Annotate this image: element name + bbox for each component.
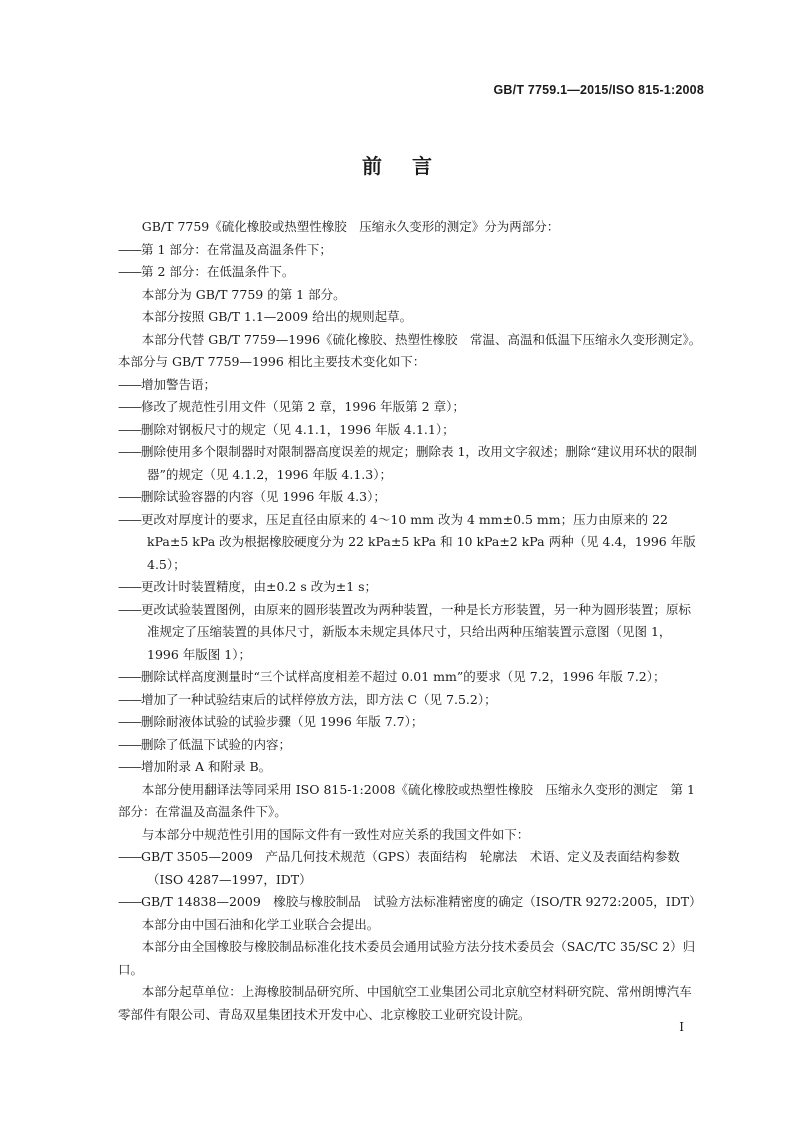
page-title: 前言: [362, 154, 462, 178]
page-number: I: [679, 1020, 684, 1034]
list-item: ——删除试样高度测量时“三个试样高度相差不超过 0.01 mm”的要求（见 7.2，1996 年版 7.2）；: [118, 669, 666, 684]
list-item: ——GB/T 14838—2009 橡胶与橡胶制品 试验方法标准精密度的确定（ISO/TR 9272:2005，IDT）: [118, 894, 702, 909]
list-item: ——删除试验容器的内容（见 1996 年版 4.3）；: [118, 489, 386, 504]
paragraph: GB/T 7759《硫化橡胶或热塑性橡胶 压缩永久变形的测定》分为两部分：: [141, 219, 560, 234]
paragraph: 本部分为 GB/T 7759 的第 1 部分。: [141, 286, 346, 302]
list-item: ——第 1 部分：在常温及高温条件下；: [118, 241, 332, 257]
list-item: ——修改了规范性引用文件（见第 2 章，1996 年版第 2 章）；: [118, 399, 465, 414]
paragraph: 本部分由全国橡胶与橡胶制品标准化技术委员会通用试验方法分技术委员会（SAC/TC 35/SC 2）归口。: [118, 939, 696, 977]
list-item: ——增加警告语；: [118, 376, 217, 392]
list-item: ——删除使用多个限制器时对限制器高度误差的规定；删除表 1，改用文字叙述；删除“建议用环状的限制器”的规定（见 4.1.2，1996 年版 4.1.3）；: [118, 444, 697, 482]
paragraph: 本部分起草单位：上海橡胶制品研究所、中国航空工业集团公司北京航空材料研究院、常州朗博汽车零部件有限公司、青岛双星集团技术开发中心、北京橡胶工业研究设计院。: [118, 984, 692, 1022]
list-item: ——增加附录 A 和附录 B。: [118, 759, 272, 774]
standard-number: GB/T 7759.1—2015/ISO 815-1:2008: [493, 83, 704, 97]
list-item: ——删除了低温下试验的内容；: [118, 736, 292, 752]
list-item: ——删除耐液体试验的试验步骤（见 1996 年版 7.7）；: [118, 714, 424, 729]
paragraph: 与本部分中规范性引用的国际文件有一致性对应关系的我国文件如下：: [141, 826, 530, 842]
list-item: ——更改试验装置图例，由原来的圆形装置改为两种装置，一种是长方形装置，另一种为圆形装置；原标准规定了压缩装置的具体尺寸，新版本未规定具体尺寸，只给出两种压缩装置示意图（见图 1，1996 年版图 1）；: [118, 601, 692, 662]
list-item: ——GB/T 3505—2009 产品几何技术规范（GPS）表面结构 轮廓法 术语、定义及表面结构参数（ISO 4287—1997，IDT）: [118, 849, 680, 887]
paragraph: 本部分代替 GB/T 7759—1996《硫化橡胶、热塑性橡胶 常温、高温和低温下压缩永久变形测定》。本部分与 GB/T 7759—1996 相比主要技术变化如下：: [118, 331, 702, 369]
list-item: ——增加了一种试验结束后的试样停放方法，即方法 C（见 7.5.2）；: [118, 691, 497, 707]
paragraph: 本部分使用翻译法等同采用 ISO 815-1:2008《硫化橡胶或热塑性橡胶 压缩永久变形的测定 第 1 部分：在常温及高温条件下》。: [118, 781, 695, 819]
paragraph: 本部分由中国石油和化学工业联合会提出。: [141, 916, 380, 932]
list-item: ——删除对钢板尺寸的规定（见 4.1.1，1996 年版 4.1.1）；: [118, 421, 455, 437]
foreword-body: [118, 216, 702, 1026]
paragraph: 本部分按照 GB/T 1.1—2009 给出的规则起草。: [141, 309, 413, 324]
list-item: ——更改计时装置精度，由±0.2 s 改为±1 s；: [118, 579, 378, 594]
list-item: ——更改对厚度计的要求，压足直径由原来的 4～10 mm 改为 4 mm±0.5 mm；压力由原来的 22 kPa±5 kPa 改为根据橡胶硬度分为 22 kPa±5 kPa 和 10 kPa±2 kPa 两种（见 4.4，1996 年版 4.5）；: [118, 511, 696, 572]
list-item: ——第 2 部分：在低温条件下。: [118, 264, 295, 279]
